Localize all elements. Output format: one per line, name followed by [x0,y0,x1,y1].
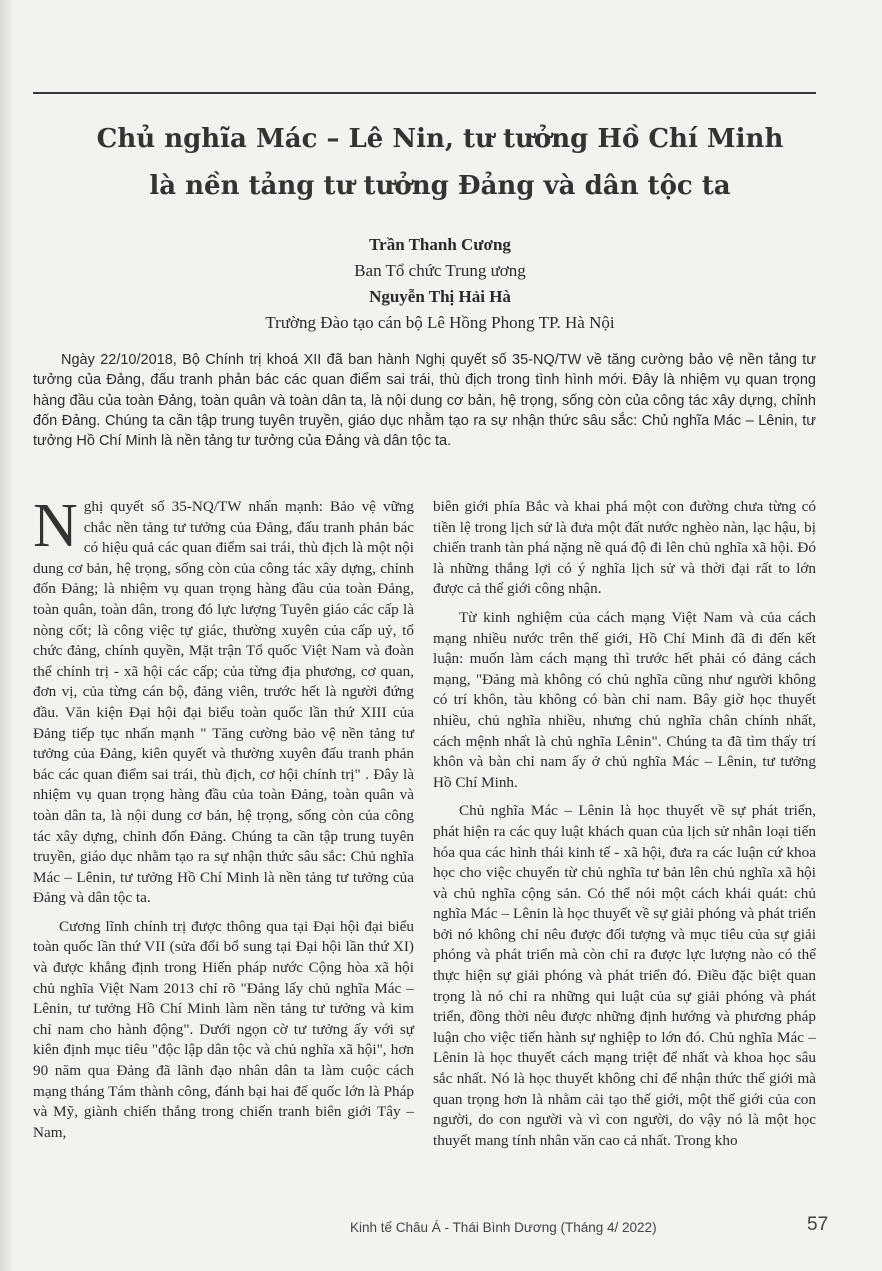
article-title [60,116,820,210]
abstract: Ngày 22/10/2018, Bộ Chính trị khoá XII đã ban hành Nghị quyết số 35-NQ/TW về tăng cường bảo vệ nền tảng tư tưởng của Đảng, đấu tranh phản bác các quan điểm sai trái, thù địch trong tình hình mới. Đây là nhiệm vụ quan trọng hàng đầu của toàn Đảng, toàn quân và toàn dân ta, là nội dung cơ bản, hệ trọng, sống còn của công tác xây dựng, chỉnh đốn Đảng. Chúng ta cần tập trung tuyên truyền, giáo dục nhằm tạo ra sự nhận thức sâu sắc: Chủ nghĩa Mác – Lênin, tư tưởng Hồ Chí Minh là nền tảng tư tưởng của Đảng và dân tộc ta. [33,352,816,450]
body-paragraph: Từ kinh nghiệm của cách mạng Việt Nam và của cách mạng nhiều nước trên thế giới, Hồ Chí Minh đã đi đến kết luận: muốn làm cách mạng thì trước hết phải có đảng cách mạng, "Đảng mà không có chủ nghĩa cũng như người không có trí khôn, tàu không có bàn chỉ nam. Bây giờ học thuyết nhiều, chủ nghĩa nhiều, nhưng chủ nghĩa chân chính nhất, cách mệnh nhất là chủ nghĩa Lênin". Chúng ta đã tìm thấy trí khôn và bàn chỉ nam ấy ở chủ nghĩa Mác – Lênin, tư tưởng Hồ Chí Minh. [433,608,816,791]
drop-cap: N [33,492,78,560]
body-paragraph: Chủ nghĩa Mác – Lênin là học thuyết về sự phát triển, phát hiện ra các quy luật khách quan của lịch sử nhân loại tiến hóa qua các hình thái kinh tế - xã hội, đưa ra các luận cứ khoa học cho việc chuyển từ chủ nghĩa tư bản lên chủ nghĩa xã hội và chủ nghĩa cộng sản. Có thể nói một cách khái quát: chủ nghĩa Mác – Lênin là học thuyết về sự giải phóng và phát triển bởi nó không chỉ nêu được đối tượng và mục tiêu của sự giải phóng và phát triển mà còn chỉ ra được lực lượng nào có thể thực hiện sự giải phóng và phát triển đó. Điều đặc biệt quan trọng là nó chỉ ra những qui luật của sự giải phóng và phát triển, đồng thời nêu được những định hướng và phương pháp luận cho việc tiến hành sự nghiệp to lớn đó. Chủ nghĩa Mác – Lênin là học thuyết cách mạng triệt để nhất và khoa học sâu sắc nhất. Nó là học thuyết không chỉ để nhận thức thế giới mà quan trọng hơn là nhằm cải tạo thế giới, một thế giới của con người, do con người và vì con người, do vậy nó là một học thuyết mang tính nhân văn cao cả nhất. Trong kho [433,802,816,1149]
header-rule [33,92,816,94]
title-line-1: Chủ nghĩa Mác – Lê Nin, tư tưởng Hồ Chí Minh [96,124,784,154]
body-paragraph: biên giới phía Bắc và khai phá một con đường chưa từng có tiền lệ trong lịch sử là đưa một đất nước nghèo nàn, lạc hậu, bị chiến tranh tàn phá nặng nề quá độ đi lên chủ nghĩa xã hội. Đó là những thắng lợi có ý nghĩa lịch sử và thời đại rất to lớn được cả thế giới công nhận. [433,498,816,598]
author-2-affiliation: Trường Đào tạo cán bộ Lê Hồng Phong TP. Hà Nội [265,313,615,332]
author-1-affiliation: Ban Tổ chức Trung ương [354,261,526,280]
body-paragraph [33,492,414,909]
page-edge-shadow [0,0,14,1271]
body-column-left [33,492,414,1151]
title-line-2: là nền tảng tư tưởng Đảng và dân tộc ta [149,171,731,201]
body-paragraph: Cương lĩnh chính trị được thông qua tại Đại hội đại biểu toàn quốc lần thứ VII (sửa đổi bổ sung tại Đại hội lần thứ XI) và được khẳng định trong Hiến pháp nước Cộng hòa xã hội chủ nghĩa Việt Nam 2013 chỉ rõ "Đảng lấy chủ nghĩa Mác – Lênin, tư tưởng Hồ Chí Minh làm nền tảng tư tưởng và kim chỉ nam cho hành động". Dưới ngọn cờ tư tưởng ấy với sự kiên định mục tiêu "độc lập dân tộc và chủ nghĩa xã hội", hơn 90 năm qua Đảng đã lãnh đạo nhân dân ta làm cuộc cách mạng tháng Tám thành công, đánh bại hai đế quốc lớn là Pháp và Mỹ, giành chiến thắng trong chiến tranh biên giới Tây – Nam, [33,917,414,1141]
author-1-name: Trần Thanh Cương [369,235,511,254]
author-block [60,232,820,336]
page-number: 57 [807,1214,829,1235]
journal-footer: Kinh tế Châu Á - Thái Bình Dương (Tháng 4/ 2022) [350,1220,657,1235]
paragraph-text: ghị quyết số 35-NQ/TW nhấn mạnh: Bảo vệ vững chắc nền tảng tư tưởng của Đảng, đấu tranh phản bác có hiệu quả các quan điểm sai trái, thù địch là một nội dung cơ bản, hệ trọng, sống còn của công tác xây dựng, chỉnh đốn Đảng; là nhiệm vụ quan trọng hàng đầu của toàn Đảng, toàn quân, toàn dân, trong đó lực lượng Tuyên giáo các cấp là nòng cốt; là công việc tự giác, thường xuyên của cấp uỷ, tổ chức đảng, chính quyền, Mặt trận Tổ quốc Việt Nam và đoàn thể chính trị - xã hội các cấp; của từng địa phương, cơ quan, đơn vị, của từng cán bộ, đảng viên, trước hết là người đứng đầu. Văn kiện Đại hội đại biểu toàn quốc lần thứ XIII của Đảng tiếp tục nhấn mạnh " Tăng cường bảo vệ nền tảng tư tưởng của Đảng, kiên quyết và thường xuyên đấu tranh phản bác các quan điểm sai trái, thù địch, cơ hội chính trị" . Đây là nhiệm vụ quan trọng hàng đầu của toàn Đảng, toàn quân và toàn dân ta, là nội dung cơ bản, hệ trọng, sống còn của công tác xây dựng, chỉnh đốn Đảng. Chúng ta cần tập trung tuyên truyền, giáo dục nhằm tạo ra sự nhận thức sâu sắc: Chủ nghĩa Mác – Lênin, tư tưởng Hồ Chí Minh là nền tảng tư tưởng của Đảng và dân tộc ta. [33,498,414,907]
author-2-name: Nguyễn Thị Hải Hà [369,287,511,306]
body-column-right [433,497,816,1159]
